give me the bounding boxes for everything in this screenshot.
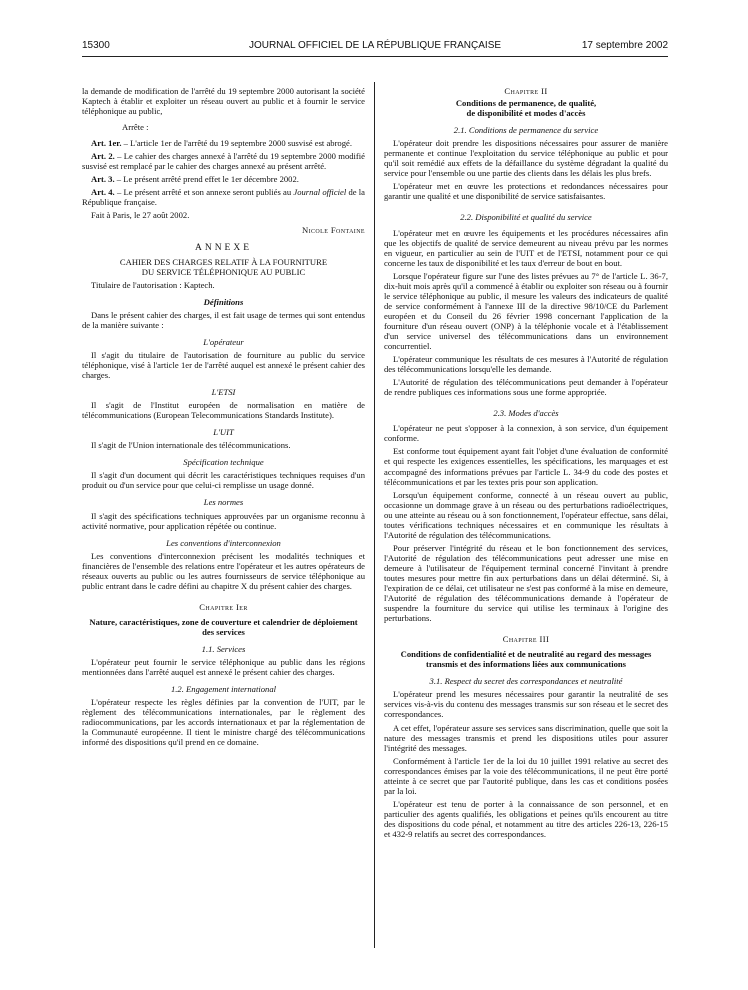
- section-2-1-p1: L'opérateur doit prendre les dispositions nécessaires pour assurer de manière permanente et continue l'exploitation du service téléphonique au public et pour qu'il soit remédié aux effets de la défaillance du système dégradant la qualité du service pour l'ensemble ou une partie des clients dans les délais les plus brefs.: [384, 138, 668, 179]
- chapter-3-label: Chapitre III: [502, 634, 550, 645]
- spec-heading: Spécification technique: [183, 457, 264, 468]
- etsi-heading: L'ETSI: [211, 387, 236, 398]
- arrete-line: Arrête :: [122, 122, 149, 133]
- section-2-2-p3: L'opérateur communique les résultats de ces mesures à l'Autorité de régulation des télécommunications lorsqu'elle les demande.: [384, 354, 668, 375]
- left-column: [82, 86, 365, 750]
- chapter-3-title: Conditions de confidentialité et de neutralité au regard des messages transmis et des informations liées aux communications: [400, 649, 652, 670]
- article-4: Art. 4. – Le présent arrêté et son annexe seront publiés au Journal officiel de la République française.: [82, 187, 365, 208]
- operateur-text: Il s'agit du titulaire de l'autorisation de fourniture au public du service téléphonique, visé à l'article 1er de l'arrêté auquel est annexé le présent cahier des charges.: [82, 349, 365, 381]
- definitions-intro: Dans le présent cahier des charges, il est fait usage de termes qui sont entendus de la manière suivante :: [82, 309, 365, 330]
- conventions-heading: Les conventions d'interconnexion: [166, 537, 281, 548]
- article-1: Art. 1er. – L'article 1er de l'arrêté du 19 septembre 2000 susvisé est abrogé.: [91, 138, 352, 149]
- section-2-1-p2: L'opérateur met en œuvre les protections et redondances nécessaires pour garantir une qualité et une disponibilité de service satisfaisantes.: [384, 181, 668, 202]
- conventions-text: Les conventions d'interconnexion précisent les modalités techniques et financières de l'ensemble des relations entre l'opérateur et les autres opérateurs de réseaux ouverts au public ou les autres fournisseurs de service téléphonique au public entrant dans le cadre défini au chapitre X du présent cahier des charges.: [82, 550, 365, 591]
- chapter-2-title-2: de disponibilité et modes d'accès: [466, 108, 586, 119]
- cahier-title-1: CAHIER DES CHARGES RELATIF À LA FOURNITURE: [119, 256, 328, 267]
- intro-paragraph: la demande de modification de l'arrêté du 19 septembre 2000 autorisant la société Kaptech à établir et exploiter un réseau ouvert au public et à fournir le service téléphonique au public,: [82, 86, 365, 117]
- chapter-2-title-1: Conditions de permanence, de qualité,: [455, 98, 597, 109]
- right-column: [384, 86, 668, 842]
- section-2-3-p2: Est conforme tout équipement ayant fait l'objet d'une évaluation de conformité et qui respecte les exigences essentielles, les spécifications, les marquages et est accompagné des informations prévues par l'article L. 34-9 du code des postes et télécommunications et par les textes pris pour son application.: [384, 446, 668, 487]
- chapter-1-title: Nature, caractéristiques, zone de couverture et calendrier de déploiement des services: [89, 616, 358, 637]
- publication-date: 17 septembre 2002: [581, 40, 668, 51]
- section-2-3-p3: Lorsqu'un équipement conforme, connecté à un réseau ouvert au public, occasionne un dommage grave à un réseau ou des perturbations radioélectriques, ou une atteinte au réseau ou à son fonctionnement, l'opérateur effectue, sans délai, toutes vérifications techniques nécessaires et en communique les résultats à l'Autorité de régulation des télécommunications.: [384, 489, 668, 540]
- journal-title: JOURNAL OFFICIEL DE LA RÉPUBLIQUE FRANÇAISE: [248, 40, 502, 51]
- page-number: 15300: [82, 40, 110, 51]
- article-3: Art. 3. – Le présent arrêté prend effet le 1er décembre 2002.: [91, 174, 299, 185]
- page-header: [82, 40, 668, 56]
- uit-text: Il s'agit de l'Union internationale des télécommunications.: [91, 440, 291, 451]
- spec-text: Il s'agit d'un document qui décrit les caractéristiques techniques requises d'un produit ou d'un service pour que celui-ci remplisse un usage donné.: [82, 470, 365, 491]
- section-3-1-p1: L'opérateur prend les mesures nécessaires pour garantir la neutralité de ses services vis-à-vis du contenu des messages transmis sur son réseau et le secret des correspondances.: [384, 689, 668, 720]
- section-2-2-p4: L'Autorité de régulation des télécommunications peut demander à l'opérateur de rendre publiques ces informations sous une forme appropriée.: [384, 377, 668, 398]
- header-rule: [82, 56, 668, 57]
- section-1-1-heading: 1.1. Services: [201, 643, 246, 654]
- section-3-1-p2: A cet effet, l'opérateur assure ses services sans discrimination, quelle que soit la nature des messages transmis et prend les dispositions utiles pour assurer l'intégrité des messages.: [384, 722, 668, 753]
- section-2-2-p1: L'opérateur met en œuvre les équipements et les procédures nécessaires afin que les objectifs de qualité de service demeurent au niveau prévu par les normes en vigueur, en particulier au sein de l'UIT et de l'ETSI, notamment pour ce qui concerne les taux de disponibilité et les taux d'erreur de bout en bout.: [384, 227, 668, 268]
- section-2-2-heading: 2.2. Disponibilité et qualité du service: [460, 212, 592, 223]
- definitions-heading: Définitions: [203, 296, 244, 307]
- section-3-1-p4: L'opérateur est tenu de porter à la connaissance de son personnel, et en particulier des agents qualifiés, les obligations et peines qu'ils encourent au titre des dispositions du code pénal, et notamment au titre des articles 226-13, 226-15 et 432-9 relatifs au secret des correspondances.: [384, 798, 668, 839]
- signature: Nicole Fontaine: [302, 224, 365, 235]
- annexe-heading: ANNEXE: [194, 242, 253, 253]
- uit-heading: L'UIT: [213, 427, 234, 438]
- section-3-1-heading: 3.1. Respect du secret des correspondances et neutralité: [429, 676, 623, 687]
- section-2-3-heading: 2.3. Modes d'accès: [493, 408, 559, 419]
- operateur-heading: L'opérateur: [203, 336, 244, 347]
- section-2-3-p4: Pour préserver l'intégrité du réseau et le bon fonctionnement des services, l'Autorité de régulation des télécommunications peut adresser une mise en demeure à l'utilisateur de l'équipement terminal concerné l'invitant à prendre toutes mesures pour mettre fin aux perturbations dans un délai déterminé. Si, à l'expiration de ce délai, cet utilisateur ne s'est pas conformé à la mise en demeure, l'Autorité de régulation des télécommunications demande à l'opérateur de suspendre la fourniture du service qui utilise les terminaux à l'origine des perturbations.: [384, 542, 668, 624]
- column-divider: [374, 82, 375, 948]
- section-3-1-p3: Conformément à l'article 1er de la loi du 10 juillet 1991 relative au secret des correspondances émises par la voie des télécommunications, il ne peut être porté atteinte à ce secret que par l'autorité publique, dans les cas et conditions posées par la loi.: [384, 755, 668, 796]
- place-date: Fait à Paris, le 27 août 2002.: [91, 210, 190, 221]
- section-2-1-heading: 2.1. Conditions de permanence du service: [453, 125, 599, 136]
- etsi-text: Il s'agit de l'Institut européen de normalisation en matière de télécommunications (European Telecommunications Standards Institute).: [82, 400, 365, 421]
- article-2: Art. 2. – Le cahier des charges annexé à l'arrêté du 19 septembre 2000 modifié susvisé est remplacé par le cahier des charges annexé au présent arrêté.: [82, 151, 365, 172]
- titulaire: Titulaire de l'autorisation : Kaptech.: [91, 279, 215, 290]
- section-2-3-p1: L'opérateur ne peut s'opposer à la connexion, à son service, d'un équipement conforme.: [384, 423, 668, 444]
- chapter-2-label: Chapitre II: [504, 86, 548, 96]
- section-1-2-text: L'opérateur respecte les règles définies par la convention de l'UIT, par le règlement des télécommunications internationales, par le règlement des radiocommunications, par les accords internationaux et par la réglementation de la Communauté européenne. Il tient le ministre chargé des télécommunications informé des dispositions qu'il prend en ce domaine.: [82, 697, 365, 748]
- chapter-1-label: Chapitre Ier: [199, 601, 248, 612]
- section-1-2-heading: 1.2. Engagement international: [170, 684, 277, 695]
- normes-heading: Les normes: [203, 497, 244, 508]
- cahier-title-2: DU SERVICE TÉLÉPHONIQUE AU PUBLIC: [141, 266, 306, 277]
- normes-text: Il s'agit des spécifications techniques approuvées par un organisme reconnu à activité normative, pour application répétée ou continue.: [82, 510, 365, 531]
- section-1-1-text: L'opérateur peut fournir le service téléphonique au public dans les régions mentionnées dans l'arrêté auquel est annexé le présent cahier des charges.: [82, 657, 365, 678]
- section-2-2-p2: Lorsque l'opérateur figure sur l'une des listes prévues au 7° de l'article L. 36-7, dix-huit mois après qu'il a commencé à établir ou exploiter son réseau ou à fournir le service téléphonique au public, il mesure les valeurs des indicateurs de qualité de service conformément à l'annexe III de la directive 98/10/CE du Parlement européen et du Conseil du 26 février 1998 concernant l'application de la fourniture d'un réseau ouvert (ONP) à la téléphonie vocale et à l'établissement d'un service universel des télécommunications dans un environnement concurrentiel.: [384, 270, 668, 352]
